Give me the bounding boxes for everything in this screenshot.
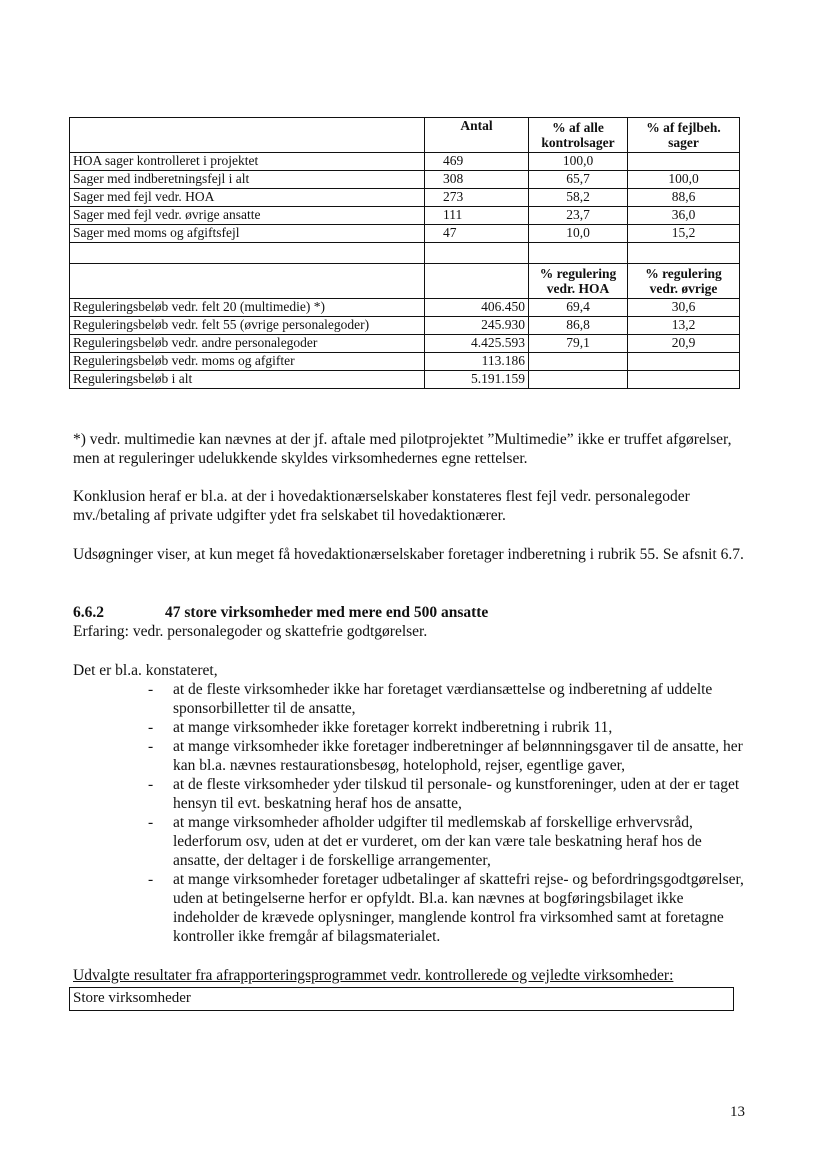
cell xyxy=(425,243,529,264)
findings-list xyxy=(148,680,748,946)
header-cell: % af fejlbeh. sager xyxy=(628,118,740,153)
cell: 23,7 xyxy=(529,207,628,225)
table-row xyxy=(70,353,740,371)
cell: Sager med moms og afgiftsfejl xyxy=(70,225,425,243)
section-heading xyxy=(73,603,753,622)
cell: 273 xyxy=(425,189,529,207)
search-paragraph: Udsøgninger viser, at kun meget få hovedaktionærselskaber foretager indberetning i rubrik 55. Se afsnit 6.7. xyxy=(73,546,744,563)
cell: Sager med indberetningsfejl i alt xyxy=(70,171,425,189)
cell: 111 xyxy=(425,207,529,225)
list-item: - at mange virksomheder ikke foretager indberetninger af belønnningsgaver til de ansatte, her kan bl.a. nævnes restaurationsbesøg, hotelophold, rejser, egentlige gaver, xyxy=(148,737,748,775)
cell: 20,9 xyxy=(628,335,740,353)
cell xyxy=(628,371,740,389)
cell: 10,0 xyxy=(529,225,628,243)
header-cell xyxy=(70,264,425,299)
table-row xyxy=(70,189,740,207)
cell: Reguleringsbeløb i alt xyxy=(70,371,425,389)
cell: Reguleringsbeløb vedr. felt 20 (multimedie) *) xyxy=(70,299,425,317)
list-item: - at mange virksomheder afholder udgifter til medlemskab af forskellige erhvervsråd, lederforum osv, uden at det er vurderet, om der kan være tale beskatning heraf hos de ansatte, der deltager i de forskellige arrangementer, xyxy=(148,813,748,870)
table-footnote: *) vedr. multimedie kan nævnes at der jf. aftale med pilotprojektet ”Multimedie” ikke er truffet afgørelser, men at reguleringer udelukkende skyldes virksomhedernes egne rettelser. xyxy=(73,431,732,467)
section-subtitle: Erfaring: vedr. personalegoder og skattefrie godtgørelser. xyxy=(73,623,428,640)
cell: HOA sager kontrolleret i projektet xyxy=(70,153,425,171)
table-row xyxy=(70,299,740,317)
cell xyxy=(70,243,425,264)
cell: 69,4 xyxy=(529,299,628,317)
list-item: - at de fleste virksomheder ikke har foretaget værdiansættelse og indberetning af uddelte sponsorbilletter til de ansatte, xyxy=(148,680,748,718)
cell: 58,2 xyxy=(529,189,628,207)
intro-text: Det er bl.a. konstateret, xyxy=(73,662,218,679)
conclusion-paragraph: Konklusion heraf er bl.a. at der i hovedaktionærselskaber konstateres flest fejl vedr. personalegoder mv./betaling af private udgifter ydet fra selskabet til hovedaktionærer. xyxy=(73,488,690,524)
cell: 308 xyxy=(425,171,529,189)
header-cell xyxy=(425,264,529,299)
cell: 100,0 xyxy=(628,171,740,189)
cell: 88,6 xyxy=(628,189,740,207)
statistics-table xyxy=(69,117,740,389)
cell: Reguleringsbeløb vedr. andre personalegoder xyxy=(70,335,425,353)
table-row xyxy=(70,207,740,225)
section-number: 6.6.2 xyxy=(73,604,104,621)
header-cell: % regulering vedr. øvrige xyxy=(628,264,740,299)
cell: 30,6 xyxy=(628,299,740,317)
cell xyxy=(628,243,740,264)
cell: 47 xyxy=(425,225,529,243)
box-label: Store virksomheder xyxy=(73,990,191,1006)
results-caption: Udvalgte resultater fra afrapporteringsprogrammet vedr. kontrollerede og vejledte virksomheder: xyxy=(73,967,674,984)
cell: 79,1 xyxy=(529,335,628,353)
store-virksomheder-box xyxy=(69,987,734,1011)
table-row xyxy=(70,171,740,189)
cell: 245.930 xyxy=(425,317,529,335)
header-cell: % af alle kontrolsager xyxy=(529,118,628,153)
header-cell xyxy=(70,118,425,153)
table-row xyxy=(70,225,740,243)
cell xyxy=(628,153,740,171)
cell: Sager med fejl vedr. HOA xyxy=(70,189,425,207)
cell: Sager med fejl vedr. øvrige ansatte xyxy=(70,207,425,225)
cell: 5.191.159 xyxy=(425,371,529,389)
list-item: - at mange virksomheder foretager udbetalinger af skattefri rejse- og befordringsgodtgørelser, uden at betingelserne herfor er opfyldt. Bl.a. kan nævnes at bogføringsbilaget ikke indeholder de krævede oplysninger, manglende kontrol fra virksomhed samt at foretagne kontroller ikke fremgår af bilagsmaterialet. xyxy=(148,870,748,946)
table-row xyxy=(70,317,740,335)
header-cell: Antal xyxy=(425,118,529,153)
cell: 15,2 xyxy=(628,225,740,243)
cell xyxy=(529,243,628,264)
cell: Reguleringsbeløb vedr. moms og afgifter xyxy=(70,353,425,371)
section-title: 47 store virksomheder med mere end 500 ansatte xyxy=(165,604,489,621)
page-number: 13 xyxy=(730,1104,745,1120)
cell: 406.450 xyxy=(425,299,529,317)
table-spacer-row xyxy=(70,243,740,264)
cell: 65,7 xyxy=(529,171,628,189)
header-cell: % regulering vedr. HOA xyxy=(529,264,628,299)
cell: 13,2 xyxy=(628,317,740,335)
cell xyxy=(529,371,628,389)
list-item: - at mange virksomheder ikke foretager korrekt indberetning i rubrik 11, xyxy=(148,718,748,737)
cell xyxy=(628,353,740,371)
cell: 469 xyxy=(425,153,529,171)
cell: 36,0 xyxy=(628,207,740,225)
cell: 4.425.593 xyxy=(425,335,529,353)
cell xyxy=(529,353,628,371)
cell: 113.186 xyxy=(425,353,529,371)
cell: 100,0 xyxy=(529,153,628,171)
table-row xyxy=(70,371,740,389)
cell: 86,8 xyxy=(529,317,628,335)
table-header-row xyxy=(70,118,740,153)
list-item: - at de fleste virksomheder yder tilskud til personale- og kunstforeninger, uden at der er taget hensyn til evt. beskatning heraf hos de ansatte, xyxy=(148,775,748,813)
table-header-row xyxy=(70,264,740,299)
table-row xyxy=(70,335,740,353)
cell: Reguleringsbeløb vedr. felt 55 (øvrige personalegoder) xyxy=(70,317,425,335)
table-row xyxy=(70,153,740,171)
